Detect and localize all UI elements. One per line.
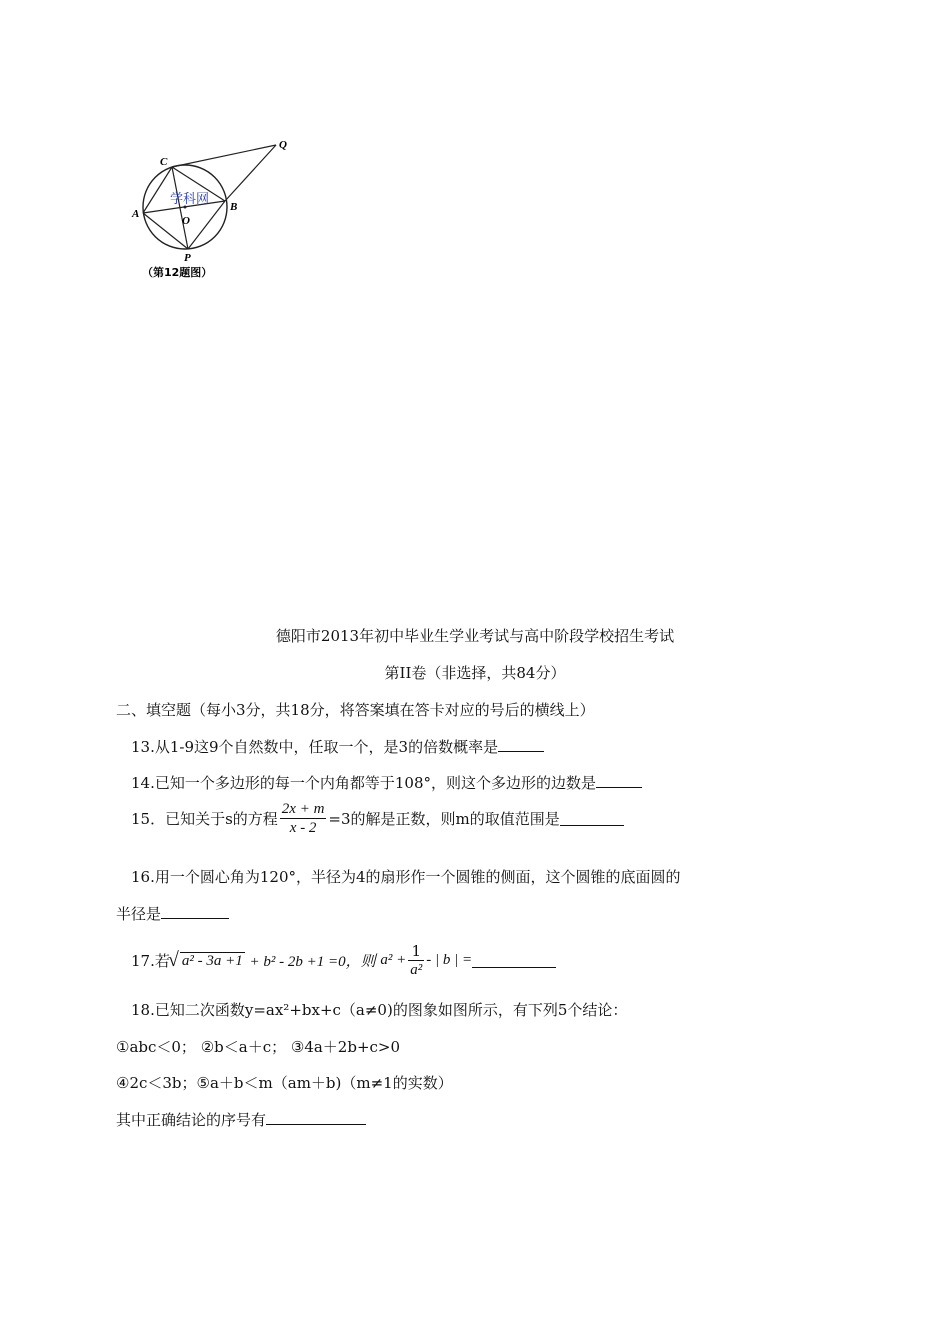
answer-blank-16[interactable] [161,904,229,919]
question-14-text: 14.已知一个多边形的每一个内角都等于108°，则这个多边形的边数是 [131,774,596,792]
question-16-line1: 16.用一个圆心角为120°，半径为4的扇形作一个圆锥的侧面，这个圆锥的底面圆的 [131,868,681,886]
fraction-17-numerator: 1 [408,942,424,961]
sqrt-expression: √ a² - 3a +1 [180,952,245,970]
fraction-15 [280,800,327,837]
fraction-15-denominator: x - 2 [289,820,317,836]
geometry-figure [128,135,298,285]
label-q: Q [279,139,287,151]
line-bp [188,201,225,249]
answer-blank-13[interactable] [498,737,544,752]
question-14 [131,772,642,793]
question-15 [131,800,624,837]
question-18-conclusions-1: ①abc＜0； ②b＜a＋c； ③4a＋2b+c>0 [116,1038,401,1056]
question-15-prefix: 15．已知关于s的方程 [131,810,278,828]
label-a: A [132,208,140,220]
question-18-conclusions-2: ④2c＜3b；⑤a＋b＜m（am＋b)（m≠1的实数） [116,1074,453,1092]
label-c: C [160,156,168,168]
exam-subtitle: 第II卷（非选择，共84分） [384,664,566,682]
line-bq [225,145,276,201]
question-18-ask-text: 其中正确结论的序号有 [116,1111,267,1129]
answer-blank-15[interactable] [560,811,624,826]
question-16-text: 半径是 [116,905,162,923]
question-15-suffix: =3的解是正数，则m的取值范围是 [328,810,560,828]
question-17-expr-end: - | b | = [426,952,473,968]
fraction-17 [408,942,424,979]
figure-caption: （第12题图） [142,266,213,279]
question-18-ask [116,1109,366,1130]
section-heading: 二、填空题（每小3分，共18分，将答案填在答卡对应的号后的横线上） [116,701,595,719]
answer-blank-17[interactable] [472,953,556,968]
answer-blank-18[interactable] [266,1110,366,1125]
question-18-stem: 18.已知二次函数y=ax²+bx+c（a≠0)的图象如图所示，有下列5个结论： [131,1001,628,1019]
label-b: B [230,201,238,213]
question-17-middle: + b² - 2b +1 =0，则 [249,954,376,970]
label-o: O [182,215,190,227]
question-17-prefix: 17.若 [131,952,170,970]
question-17-expr-a: a² + [380,952,407,968]
question-16-line2 [116,903,229,924]
question-17 [131,942,556,979]
line-cq [172,145,276,167]
fraction-17-denominator: a² [410,962,423,978]
fraction-15-numerator: 2x + m [281,801,325,817]
exam-title: 德阳市2013年初中毕业生学业考试与高中阶段学校招生考试 [275,627,675,645]
question-13-text: 13.从1-9这9个自然数中，任取一个，是3的倍数概率是 [131,738,499,756]
label-p: P [184,252,191,264]
answer-blank-14[interactable] [596,773,642,788]
question-13 [131,736,544,757]
watermark: 学科网 [170,192,210,207]
